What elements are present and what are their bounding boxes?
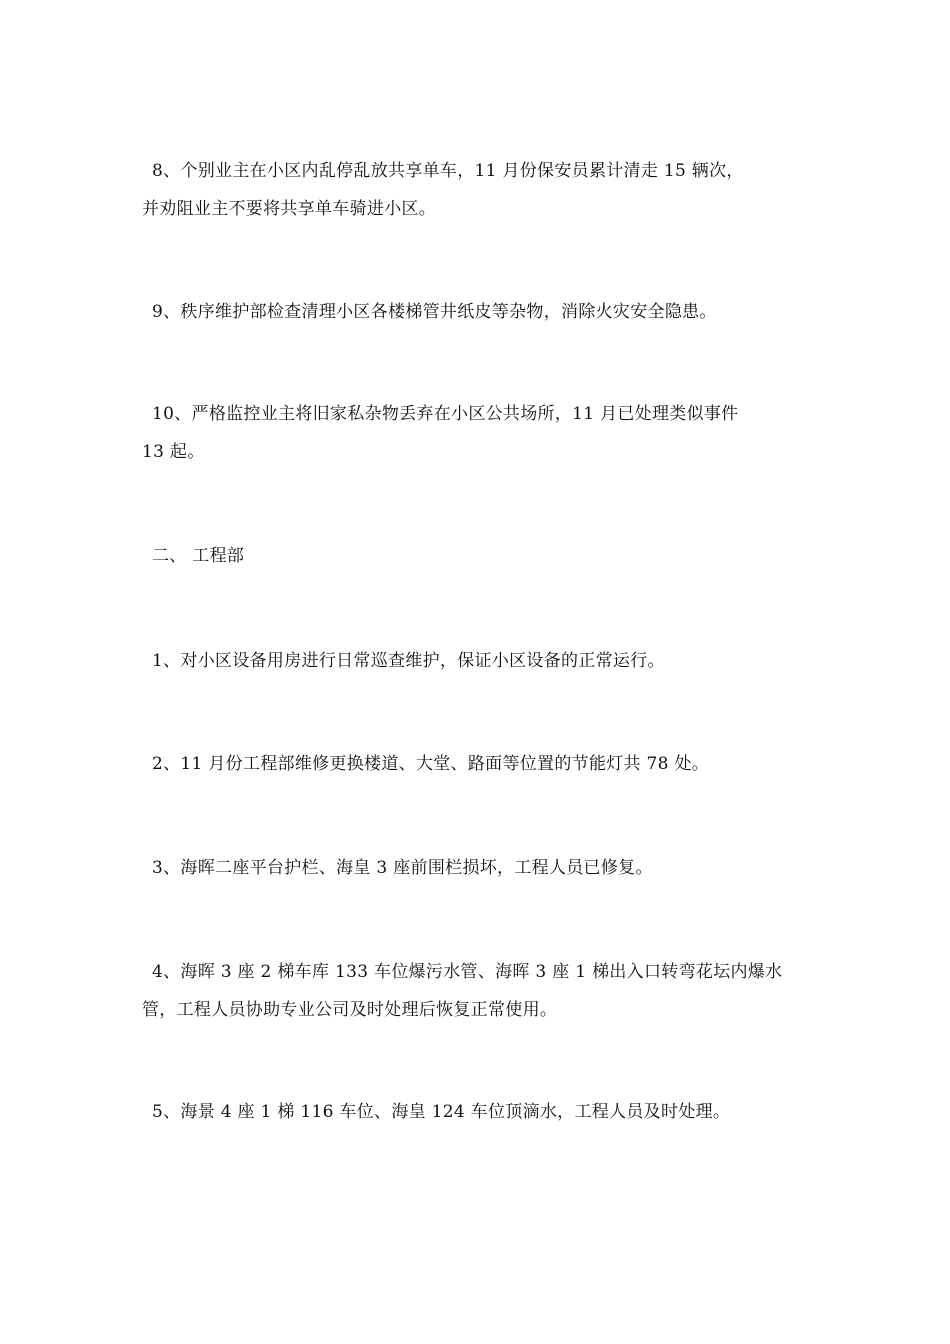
paragraph-line: 管，工程人员协助专业公司及时处理后恢复正常使用。 <box>142 1000 558 1020</box>
paragraph-item-10 <box>142 395 810 471</box>
paragraph-line: 2、11 月份工程部维修更换楼道、大堂、路面等位置的节能灯共 78 处。 <box>152 754 710 774</box>
paragraph-line: 13 起。 <box>142 442 205 462</box>
paragraph-item-5 <box>142 1093 810 1131</box>
paragraph-item-4 <box>142 953 810 1029</box>
paragraph-item-1 <box>142 642 810 680</box>
paragraph-line: 10、严格监控业主将旧家私杂物丢弃在小区公共场所，11 月已处理类似事件 <box>152 404 739 424</box>
paragraph-item-3 <box>142 849 810 887</box>
section-heading-text: 二、 工程部 <box>152 546 245 566</box>
paragraph-line: 5、海景 4 座 1 梯 116 车位、海皇 124 车位顶滴水，工程人员及时处理。 <box>152 1102 731 1122</box>
paragraph-item-9 <box>142 293 810 331</box>
paragraph-line: 3、海晖二座平台护栏、海皇 3 座前围栏损坏，工程人员已修复。 <box>152 858 653 878</box>
section-heading-engineering <box>142 537 810 575</box>
paragraph-line: 8、个别业主在小区内乱停乱放共享单车，11 月份保安员累计清走 15 辆次， <box>152 161 744 181</box>
paragraph-item-8 <box>142 152 810 228</box>
paragraph-line: 1、对小区设备用房进行日常巡查维护，保证小区设备的正常运行。 <box>152 651 665 671</box>
paragraph-line: 并劝阻业主不要将共享单车骑进小区。 <box>142 199 437 219</box>
paragraph-line: 9、秩序维护部检查清理小区各楼梯管井纸皮等杂物，消除火灾安全隐患。 <box>152 302 717 322</box>
paragraph-line: 4、海晖 3 座 2 梯车库 133 车位爆污水管、海晖 3 座 1 梯出入口转弯花坛内爆水 <box>152 962 783 982</box>
paragraph-item-2 <box>142 745 810 783</box>
